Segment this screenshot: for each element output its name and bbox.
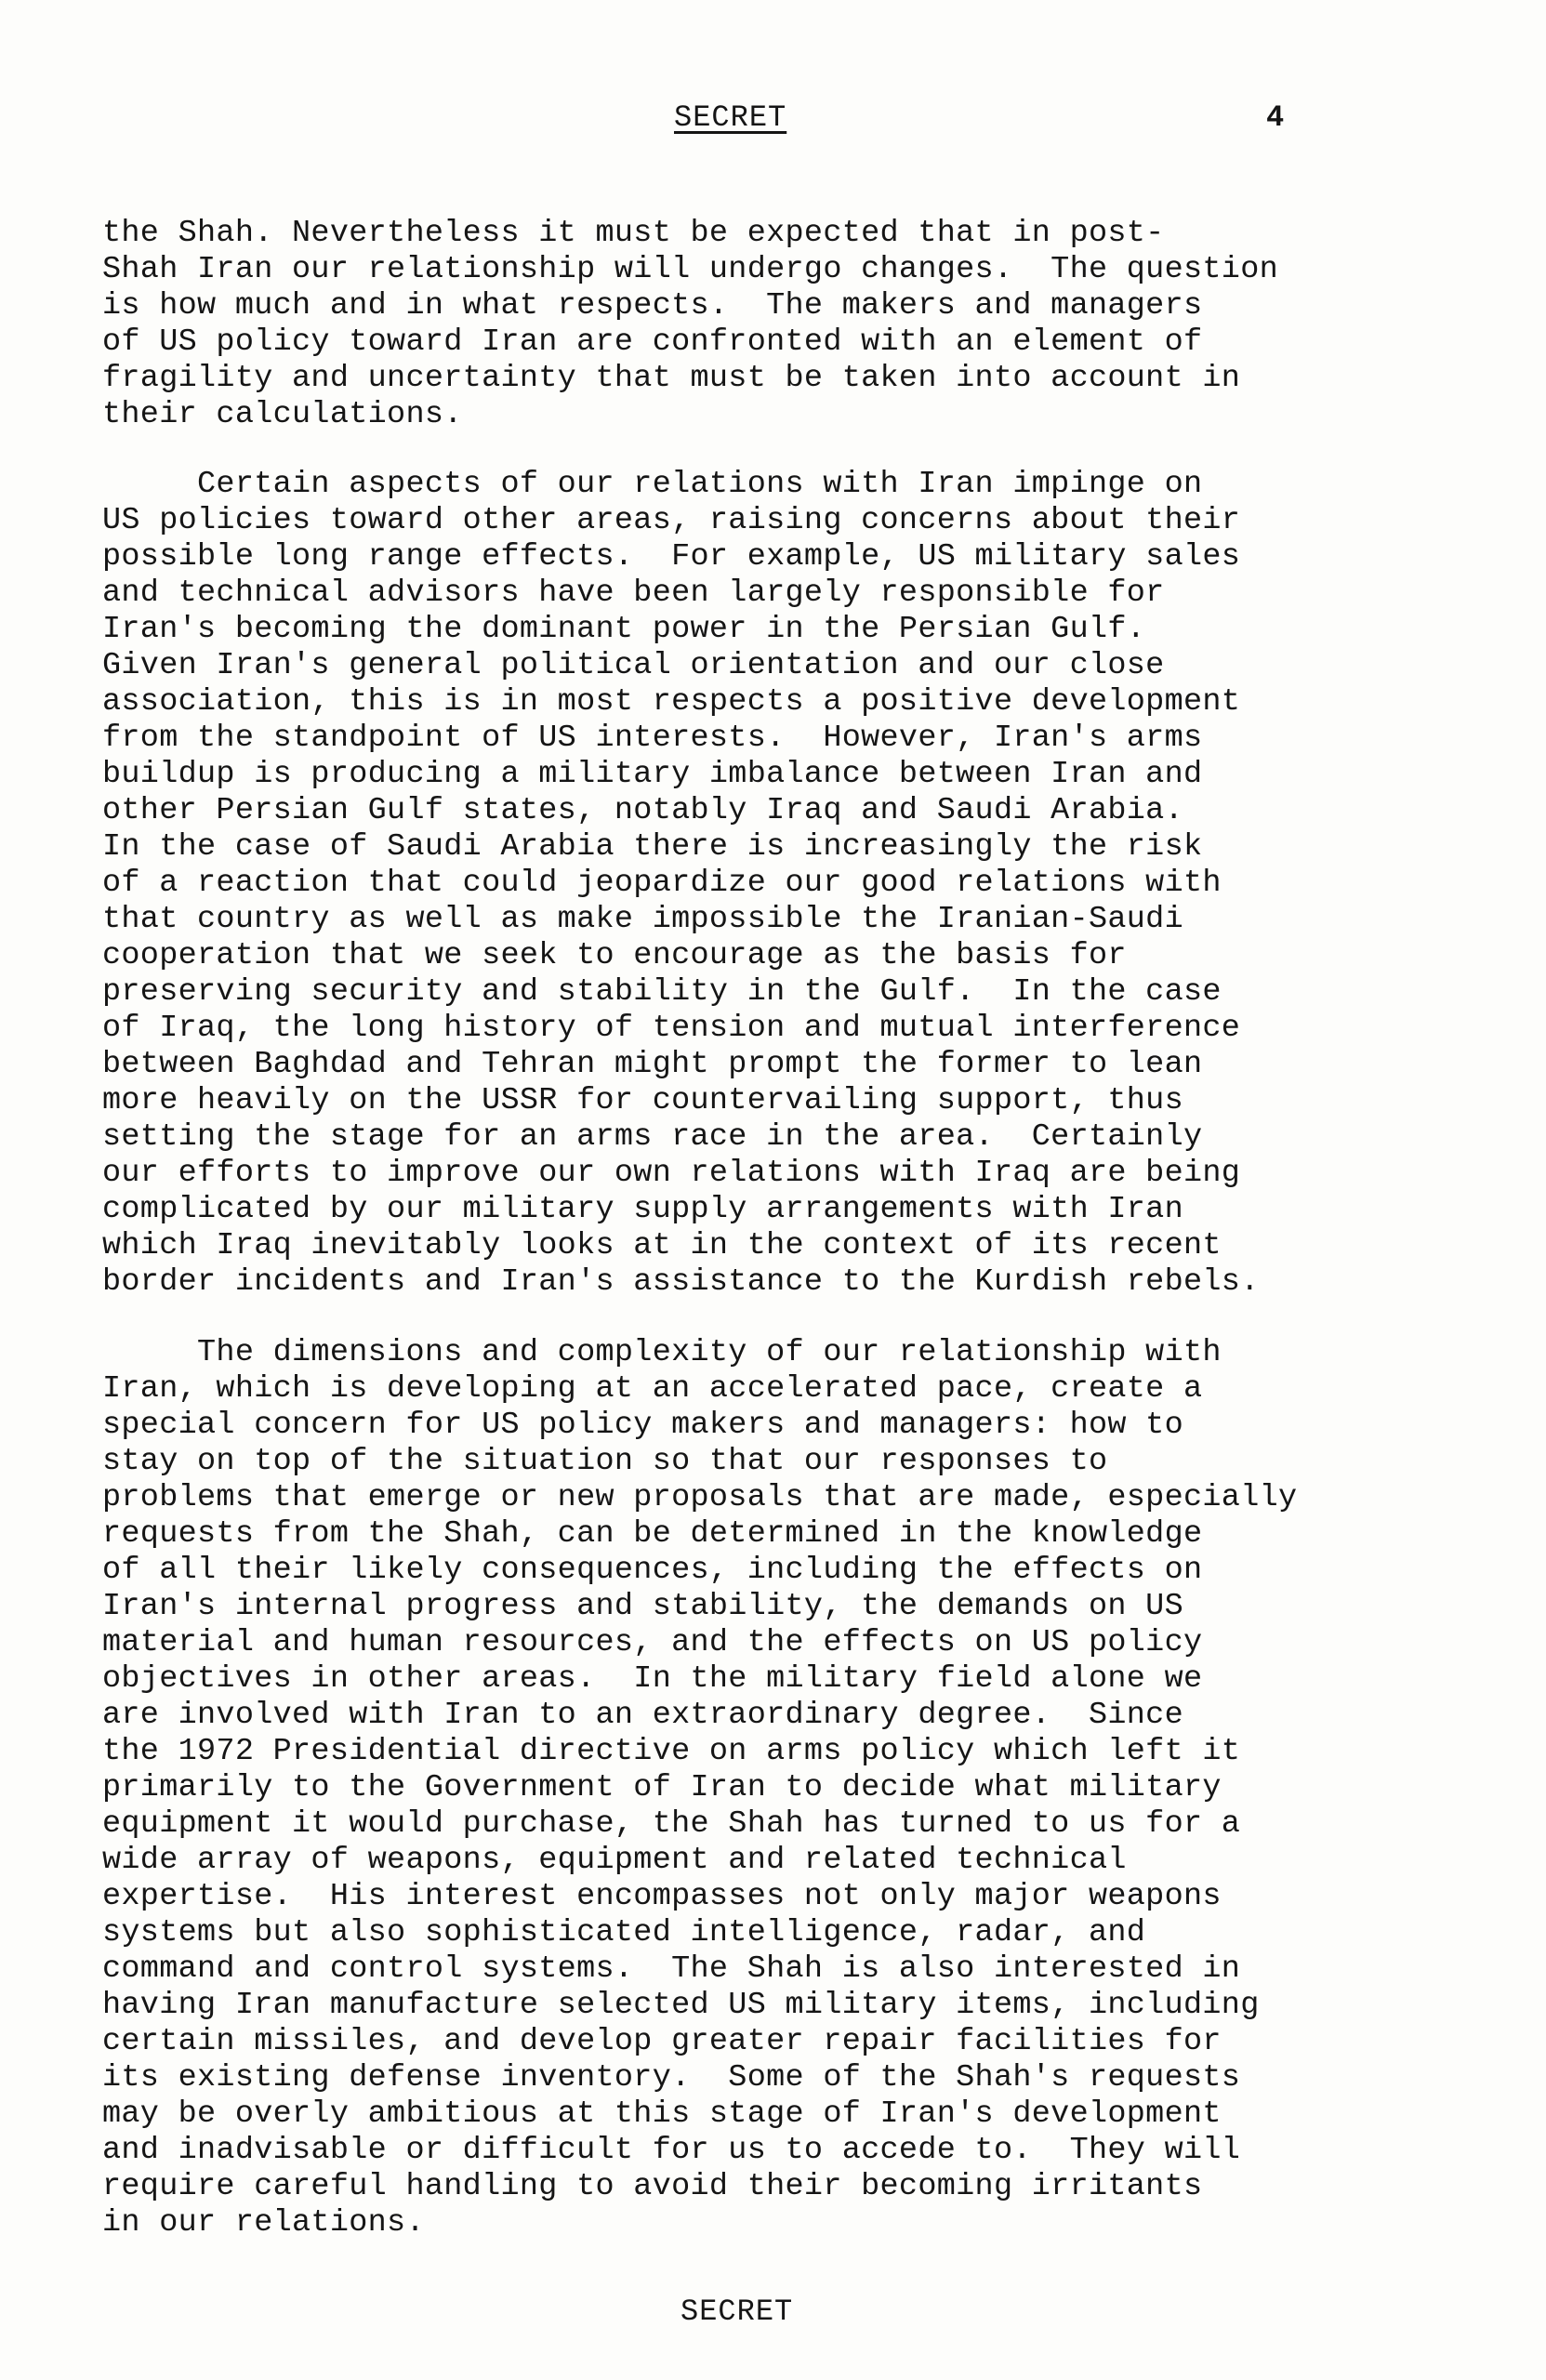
text-line: command and control systems. The Shah is also interested in [102, 1951, 1241, 1987]
text-line: US policies toward other areas, raising concerns about their [102, 503, 1241, 538]
text-line: of all their likely consequences, including the effects on [102, 1553, 1203, 1588]
text-line: of Iraq, the long history of tension and mutual interference [102, 1011, 1241, 1046]
text-line: having Iran manufacture selected US military items, including [102, 1988, 1260, 2023]
text-line: more heavily on the USSR for countervailing support, thus [102, 1083, 1183, 1118]
text-line: equipment it would purchase, the Shah has turned to us for a [102, 1806, 1241, 1842]
text-line: special concern for US policy makers and managers: how to [102, 1408, 1183, 1443]
text-line: that country as well as make impossible the Iranian-Saudi [102, 902, 1183, 937]
paragraph-3 [102, 1335, 1497, 2241]
text-line: buildup is producing a military imbalance between Iran and [102, 757, 1203, 792]
text-line: systems but also sophisticated intelligence, radar, and [102, 1915, 1146, 1950]
text-line: require careful handling to avoid their becoming irritants [102, 2169, 1203, 2204]
page-number: 4 [1266, 100, 1285, 135]
paragraph-2 [102, 467, 1497, 1301]
text-line: which Iraq inevitably looks at in the context of its recent [102, 1228, 1222, 1263]
text-line: border incidents and Iran's assistance to the Kurdish rebels. [102, 1264, 1260, 1300]
text-line: The dimensions and complexity of our relationship with [102, 1335, 1222, 1370]
text-line: Shah Iran our relationship will undergo changes. The question [102, 252, 1279, 287]
text-line: Iran's internal progress and stability, the demands on US [102, 1589, 1183, 1624]
text-line: expertise. His interest encompasses not only major weapons [102, 1879, 1222, 1914]
text-line: preserving security and stability in the Gulf. In the case [102, 974, 1222, 1010]
text-line: possible long range effects. For example, US military sales [102, 539, 1241, 575]
text-line: our efforts to improve our own relations with Iraq are being [102, 1156, 1241, 1191]
text-line: material and human resources, and the effects on US policy [102, 1625, 1203, 1660]
text-line: and inadvisable or difficult for us to accede to. They will [102, 2133, 1241, 2168]
text-line: wide array of weapons, equipment and related technical [102, 1843, 1127, 1878]
text-line: setting the stage for an arms race in the area. Certainly [102, 1119, 1203, 1155]
text-line: may be overly ambitious at this stage of Iran's development [102, 2096, 1222, 2132]
text-line: fragility and uncertainty that must be taken into account in [102, 361, 1241, 396]
footer-classification-marking: SECRET [681, 2294, 794, 2329]
text-line: between Baghdad and Tehran might prompt the former to lean [102, 1047, 1203, 1082]
text-line: certain missiles, and develop greater repair facilities for [102, 2024, 1222, 2059]
text-line: is how much and in what respects. The makers and managers [102, 288, 1203, 324]
paragraph-1 [102, 216, 1497, 433]
text-line: In the case of Saudi Arabia there is increasingly the risk [102, 829, 1203, 865]
text-line: from the standpoint of US interests. However, Iran's arms [102, 721, 1203, 756]
text-line: primarily to the Government of Iran to decide what military [102, 1770, 1222, 1805]
text-line: Iran, which is developing at an accelerated pace, create a [102, 1371, 1203, 1407]
text-line: their calculations. [102, 397, 463, 432]
text-line: other Persian Gulf states, notably Iraq and Saudi Arabia. [102, 793, 1183, 828]
text-line: stay on top of the situation so that our responses to [102, 1444, 1108, 1479]
text-line: Iran's becoming the dominant power in the Persian Gulf. [102, 612, 1146, 647]
text-line: Certain aspects of our relations with Iran impinge on [102, 467, 1203, 502]
text-line: and technical advisors have been largely responsible for [102, 575, 1165, 611]
text-line: of US policy toward Iran are confronted with an element of [102, 324, 1203, 360]
text-line: problems that emerge or new proposals that are made, especially [102, 1480, 1298, 1515]
header-classification-marking: SECRET [674, 100, 787, 135]
text-line: of a reaction that could jeopardize our good relations with [102, 866, 1222, 901]
text-line: the 1972 Presidential directive on arms policy which left it [102, 1734, 1241, 1769]
text-line: its existing defense inventory. Some of the Shah's requests [102, 2060, 1241, 2096]
text-line: are involved with Iran to an extraordinary degree. Since [102, 1698, 1183, 1733]
text-line: in our relations. [102, 2205, 425, 2241]
text-line: complicated by our military supply arrangements with Iran [102, 1192, 1183, 1227]
text-line: objectives in other areas. In the military field alone we [102, 1661, 1203, 1697]
text-line: the Shah. Nevertheless it must be expected that in post- [102, 216, 1165, 251]
text-line: association, this is in most respects a positive development [102, 684, 1241, 720]
text-line: requests from the Shah, can be determined in the knowledge [102, 1516, 1203, 1552]
text-line: cooperation that we seek to encourage as the basis for [102, 938, 1127, 973]
text-line: Given Iran's general political orientation and our close [102, 648, 1165, 683]
